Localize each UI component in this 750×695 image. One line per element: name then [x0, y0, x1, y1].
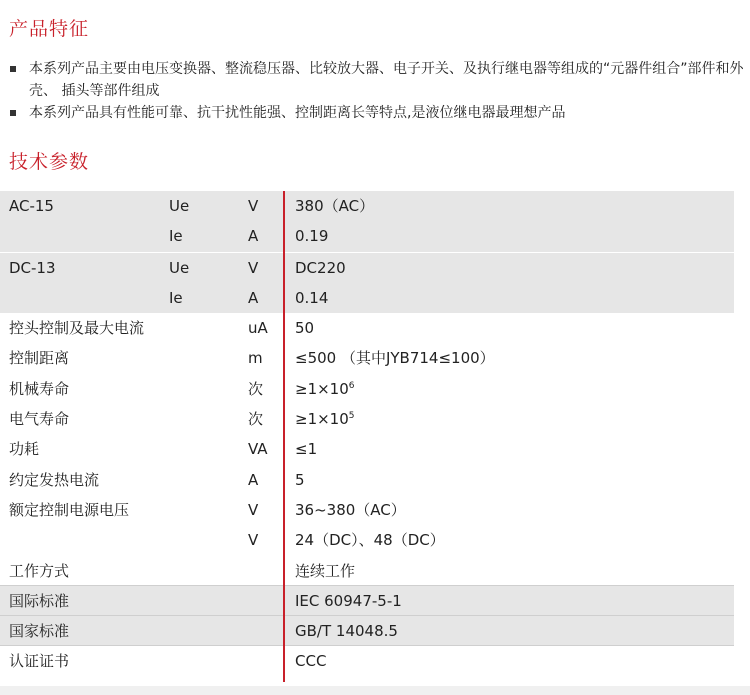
- params-heading: 技术参数: [9, 151, 90, 173]
- value-exponent: 5: [348, 411, 355, 422]
- param-name: 功耗: [9, 440, 40, 459]
- param-value: IEC 60947-5-1: [295, 591, 402, 610]
- table-row: [0, 343, 734, 373]
- table-row: [0, 374, 734, 404]
- value-base: ≥1×10: [295, 379, 349, 398]
- param-value: 0.14: [295, 288, 329, 307]
- param-value: 0.19: [295, 227, 329, 246]
- table-row: [0, 646, 734, 676]
- square-bullet-icon: [10, 110, 16, 116]
- features-heading: 产品特征: [9, 18, 90, 40]
- param-name: 认证证书: [9, 652, 70, 671]
- value-base: ≥1×10: [295, 410, 349, 429]
- feature-item: [9, 102, 744, 124]
- params-table: [0, 191, 734, 677]
- table-row: [0, 586, 734, 616]
- param-symbol: Ue: [169, 197, 190, 215]
- param-unit: m: [248, 349, 263, 368]
- table-row: [0, 525, 734, 555]
- param-value: [295, 374, 355, 404]
- param-name: 工作方式: [9, 561, 70, 580]
- square-bullet-icon: [10, 66, 16, 72]
- param-symbol: Ie: [169, 227, 183, 246]
- param-value: 380（AC）: [295, 197, 375, 215]
- param-value: 5: [295, 470, 305, 489]
- param-name: 控头控制及最大电流: [9, 319, 145, 338]
- param-symbol: Ie: [169, 288, 183, 307]
- param-value: ≤500 （其中JYB714≤100）: [295, 349, 495, 368]
- param-value: GB/T 14048.5: [295, 622, 398, 641]
- table-row: [0, 313, 734, 343]
- param-unit: 次: [248, 379, 264, 398]
- table-row: [0, 283, 734, 313]
- param-value: 连续工作: [295, 561, 356, 580]
- param-unit: A: [248, 470, 259, 489]
- param-name: AC-15: [9, 197, 54, 215]
- features-list: [9, 58, 744, 124]
- param-name: 国家标准: [9, 622, 70, 641]
- page-bottom-strip: [0, 686, 750, 695]
- param-name: 约定发热电流: [9, 470, 100, 489]
- table-row: [0, 434, 734, 464]
- param-name: 国际标准: [9, 591, 70, 610]
- table-row: [0, 495, 734, 525]
- param-unit: A: [248, 288, 259, 307]
- param-value: 36~380（AC）: [295, 500, 406, 519]
- table-row: [0, 404, 734, 434]
- table-row: [0, 253, 734, 283]
- param-value: CCC: [295, 652, 327, 671]
- value-column-divider: [283, 191, 285, 682]
- feature-text: 本系列产品主要由电压变换器、整流稳压器、比较放大器、电子开关、及执行继电器等组成的“元器件组合”部件和外壳、 插头等部件组成: [29, 61, 744, 99]
- table-row: [0, 616, 734, 646]
- param-unit: V: [248, 531, 259, 550]
- table-row: [0, 556, 734, 586]
- param-name: DC-13: [9, 258, 56, 277]
- param-unit: V: [248, 197, 259, 215]
- param-name: 电气寿命: [9, 410, 70, 429]
- param-value: DC220: [295, 258, 346, 277]
- param-name: 额定控制电源电压: [9, 500, 130, 519]
- param-value: [295, 404, 355, 434]
- param-unit: A: [248, 227, 259, 246]
- feature-text: 本系列产品具有性能可靠、抗干扰性能强、控制距离长等特点,是液位继电器最理想产品: [29, 105, 566, 121]
- param-name: 机械寿命: [9, 379, 70, 398]
- param-unit: V: [248, 500, 259, 519]
- param-unit: uA: [248, 319, 268, 338]
- feature-item: [9, 58, 744, 102]
- value-exponent: 6: [348, 380, 355, 391]
- param-unit: V: [248, 258, 259, 277]
- param-value: 50: [295, 319, 315, 338]
- param-unit: 次: [248, 410, 264, 429]
- param-unit: VA: [248, 440, 268, 459]
- param-symbol: Ue: [169, 258, 190, 277]
- table-row: [0, 465, 734, 495]
- table-row: [0, 191, 734, 221]
- param-name: 控制距离: [9, 349, 70, 368]
- param-value: 24（DC）、48（DC）: [295, 531, 445, 550]
- param-value: ≤1: [295, 440, 318, 459]
- table-row: [0, 221, 734, 252]
